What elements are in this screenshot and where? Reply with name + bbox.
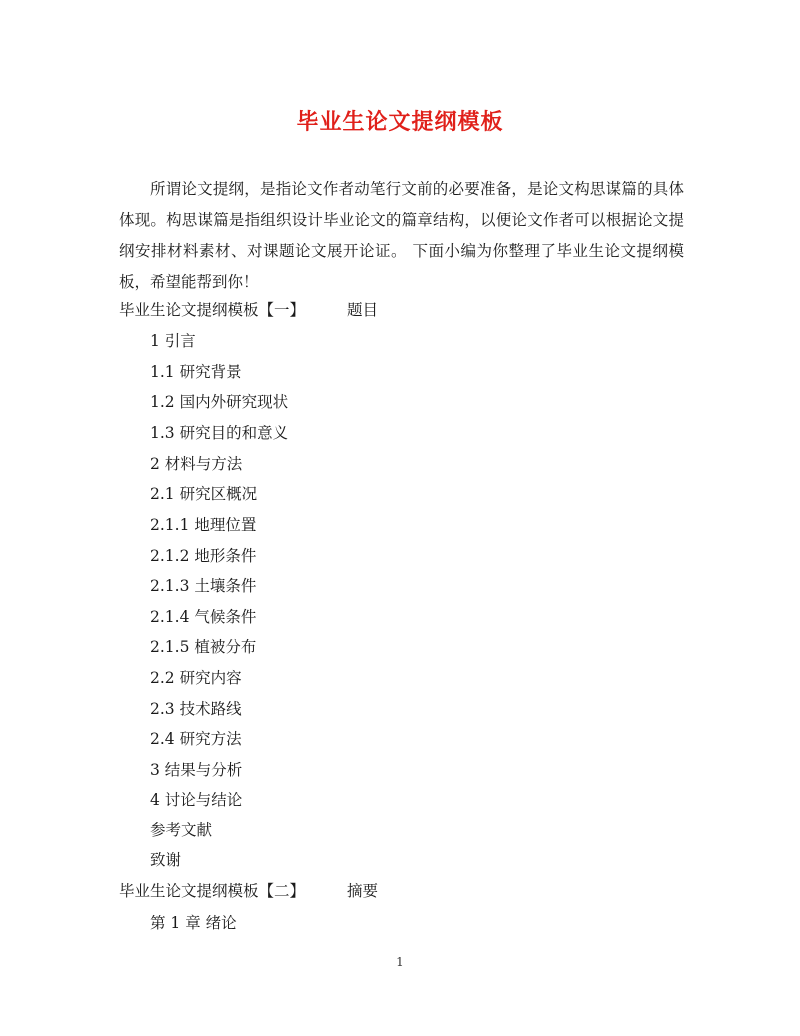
section-heading-2-subtitle: 摘要 [347,882,379,900]
outline-item: 第 1 章 绪论 [150,914,237,932]
section-heading-1 [119,295,378,326]
page-number: 1 [396,955,404,969]
outline-item: 1 引言 [150,332,196,350]
outline-item: 2.1.5 植被分布 [150,638,257,656]
outline-item: 2.2 研究内容 [150,669,242,687]
outline-item: 2.1.3 土壤条件 [150,577,257,595]
outline-item: 2.1.1 地理位置 [150,516,257,534]
section-heading-2 [119,876,378,907]
outline-item: 2.1.2 地形条件 [150,547,257,565]
outline-item: 2.1 研究区概况 [150,485,258,503]
outline-item: 致谢 [150,851,182,869]
section-heading-1-label: 毕业生论文提纲模板【一】 [119,301,306,319]
section-heading-1-subtitle: 题目 [347,301,379,319]
outline-item: 1.2 国内外研究现状 [150,393,289,411]
outline-item: 1.3 研究目的和意义 [150,424,289,442]
intro-paragraph: 所谓论文提纲，是指论文作者动笔行文前的必要准备，是论文构思谋篇的具体体现。构思谋篇是指组织设计毕业论文的篇章结构，以便论文作者可以根据论文提纲安排材料素材、对课题论文展开论证。 下面小编为你整理了毕业生论文提纲模板，希望能帮到你！ [119,180,684,291]
outline-item: 参考文献 [150,821,213,839]
outline-item: 1.1 研究背景 [150,363,242,381]
outline-item: 3 结果与分析 [150,761,243,779]
outline-item: 2.3 技术路线 [150,700,242,718]
outline-item: 2.1.4 气候条件 [150,608,257,626]
document-title: 毕业生论文提纲模板 [296,109,504,135]
outline-item: 2 材料与方法 [150,455,243,473]
outline-item: 2.4 研究方法 [150,730,242,748]
section-heading-2-label: 毕业生论文提纲模板【二】 [119,882,306,900]
outline-item: 4 讨论与结论 [150,791,243,809]
